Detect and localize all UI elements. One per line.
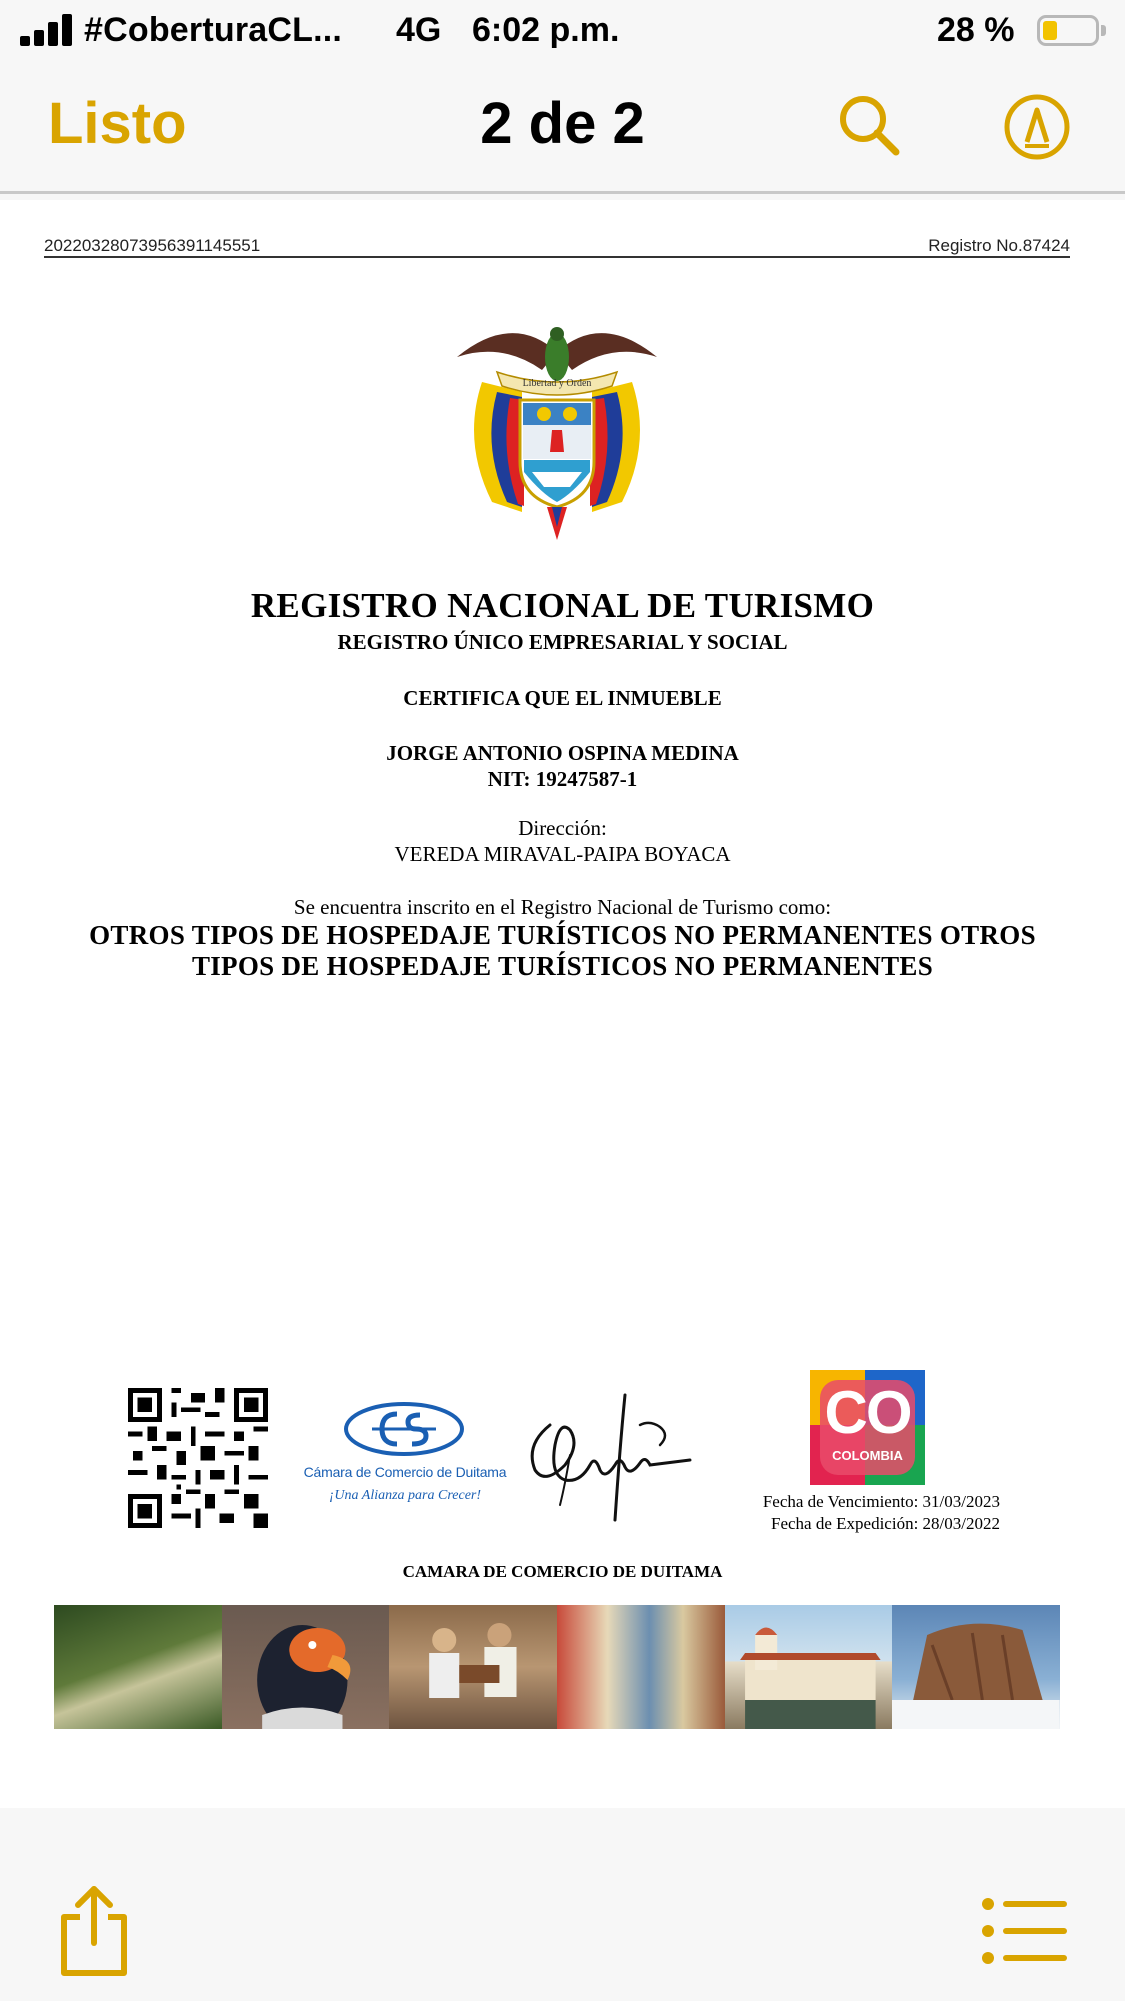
- colombia-brand-subtext: COLOMBIA: [832, 1448, 903, 1463]
- document-title: REGISTRO NACIONAL DE TURISMO: [250, 586, 875, 625]
- markup-icon[interactable]: [1002, 92, 1072, 162]
- address-label: Dirección:: [518, 816, 607, 840]
- navigation-bar: [0, 62, 1125, 194]
- share-icon[interactable]: [54, 1883, 134, 1979]
- list-icon[interactable]: [980, 1896, 1070, 1966]
- church-plaza-photo: [725, 1605, 893, 1729]
- document-subtitle: REGISTRO ÚNICO EMPRESARIAL Y SOCIAL: [337, 630, 788, 654]
- address-value: VEREDA MIRAVAL-PAIPA BOYACA: [394, 842, 731, 866]
- document-page: [0, 200, 1125, 1808]
- registry-number: Registro No.87424: [928, 236, 1070, 255]
- colombia-brand-logo: [810, 1370, 925, 1485]
- search-icon[interactable]: [834, 90, 904, 160]
- clock: 6:02 p.m.: [472, 11, 620, 49]
- page-indicator: 2 de 2: [480, 91, 645, 156]
- colonial-street-photo: [557, 1605, 725, 1729]
- owner-name: JORGE ANTONIO OSPINA MEDINA: [386, 741, 739, 765]
- qr-code-icon: [128, 1388, 268, 1528]
- registration-category: OTROS TIPOS DE HOSPEDAJE TURÍSTICOS NO PERMANENTES OTROS TIPOS DE HOSPEDAJE TURÍSTICOS NO PERMANENTES: [89, 920, 1036, 981]
- forest-path-photo: [54, 1605, 222, 1729]
- validity-dates: [700, 1491, 1000, 1535]
- signature-image: [520, 1385, 700, 1525]
- owner-nit: NIT: 19247587-1: [487, 767, 638, 791]
- chamber-of-commerce-logo: [300, 1400, 510, 1520]
- expiry-date: Fecha de Vencimiento: 31/03/2023: [762, 1492, 1000, 1511]
- rock-formation-photo: [892, 1605, 1060, 1729]
- done-button[interactable]: Listo: [48, 91, 187, 156]
- battery-percentage: 28 %: [937, 11, 1015, 49]
- coat-of-arms-icon: [452, 312, 662, 542]
- document-code: 20220328073956391145551: [44, 236, 261, 255]
- bottom-toolbar: [0, 1808, 1125, 2001]
- condor-bird-photo: [222, 1605, 390, 1729]
- certification-statement: CERTIFICA QUE EL INMUEBLE: [403, 686, 722, 710]
- battery-icon: [1037, 15, 1099, 46]
- status-bar: [0, 0, 1125, 62]
- chamber-logo-name: Cámara de Comercio de Duitama: [303, 1464, 507, 1480]
- carrier-name: #CoberturaCL...: [84, 11, 343, 49]
- chamber-logo-slogan: ¡Una Alianza para Crecer!: [328, 1488, 482, 1503]
- network-type: 4G: [396, 11, 442, 49]
- coat-motto: Libertad y Orden: [522, 378, 592, 389]
- signal-icon: [20, 14, 76, 46]
- photo-strip: [54, 1605, 1060, 1729]
- issue-date: Fecha de Expedición: 28/03/2022: [771, 1514, 1000, 1533]
- registration-statement: Se encuentra inscrito en el Registro Nacional de Turismo como:: [293, 895, 832, 919]
- issuing-chamber: CAMARA DE COMERCIO DE DUITAMA: [402, 1562, 723, 1581]
- colombia-brand-text: CO: [824, 1379, 911, 1446]
- folk-musicians-photo: [389, 1605, 557, 1729]
- document-header: [44, 236, 1070, 258]
